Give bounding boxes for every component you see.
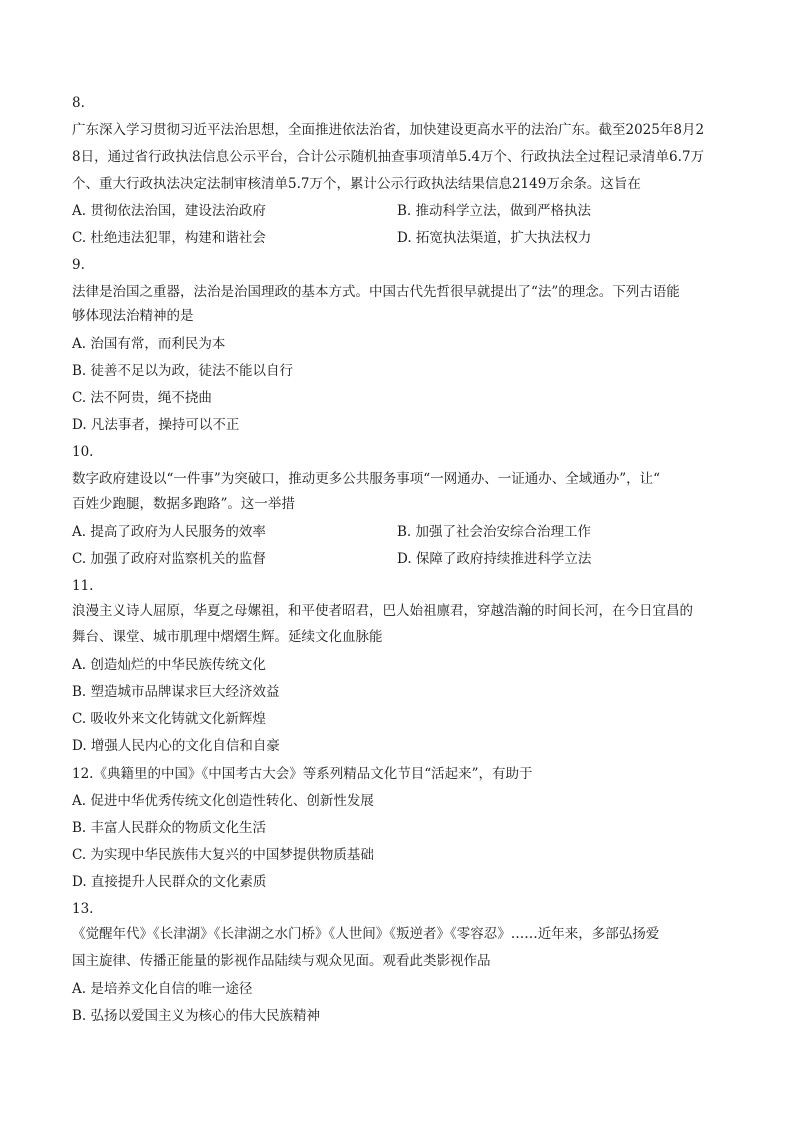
question-12-option-a: A. 促进中华优秀传统文化创造性转化、创新性发展 [72,793,374,809]
question-10-stem-line-2: 百姓少跑腿，数据多跑路”。这一举措 [72,496,295,512]
question-12-line [72,765,533,783]
question-8-option-c: C. 杜绝违法犯罪，构建和谐社会 [72,230,266,246]
question-8-option-a: A. 贯彻依法治国，建设法治政府 [72,203,266,219]
question-13-stem-line-1: 《觉醒年代》《长津湖》《长津湖之水门桥》《人世间》《叛逆者》《零容忍》……近年来，多部弘扬爱 [72,926,660,942]
question-9-option-b: B. 徒善不足以为政，徒法不能以自行 [72,363,294,379]
question-12-stem-line-1: 《典籍里的中国》《中国考古大会》等系列精品文化节目“活起来”，有助于 [93,766,533,782]
question-8-number: 8. [72,95,85,111]
question-8-stem-line-2: 8日，通过省行政执法信息公示平台，合计公示随机抽查事项清单5.4万个、行政执法全过程记录清单6.7万 [72,149,705,165]
question-12-number: 12. [72,766,94,782]
question-9-stem-line-1: 法律是治国之重器，法治是治国理政的基本方式。中国古代先哲很早就提出了“法”的理念。下列古语能 [72,284,680,300]
question-11-stem-line-1: 浪漫主义诗人屈原，华夏之母嫘祖，和平使者昭君，巴人始祖廪君，穿越浩瀚的时间长河，在今日宜昌的 [72,603,693,619]
question-8-option-d: D. 拓宽执法渠道，扩大执法权力 [397,230,592,246]
question-13-stem-line-2: 国主旋律、传播正能量的影视作品陆续与观众见面。观看此类影视作品 [72,953,491,969]
question-12-option-d: D. 直接提升人民群众的文化素质 [72,874,267,890]
question-10-option-d: D. 保障了政府持续推进科学立法 [397,551,592,567]
question-10-option-c: C. 加强了政府对监察机关的监督 [72,551,266,567]
question-11-option-b: B. 塑造城市品牌谋求巨大经济效益 [72,684,280,700]
question-11-option-d: D. 增强人民内心的文化自信和自豪 [72,738,280,754]
question-9-option-c: C. 法不阿贵，绳不挠曲 [72,390,212,406]
question-13-option-a: A. 是培养文化自信的唯一途径 [72,981,253,997]
question-8-option-b: B. 推动科学立法，做到严格执法 [397,203,592,219]
question-11-option-c: C. 吸收外来文化铸就文化新辉煌 [72,711,266,727]
question-9-stem-line-2: 够体现法治精神的是 [72,308,194,324]
question-12-option-b: B. 丰富人民群众的物质文化生活 [72,820,267,836]
question-11-number: 11. [72,578,94,594]
question-8-stem-line-1: 广东深入学习贯彻习近平法治思想，全面推进依法治省，加快建设更高水平的法治广东。截至2025年8月2 [72,122,705,138]
question-9-option-a: A. 治国有常，而利民为本 [72,336,226,352]
question-11-stem-line-2: 舞台、课堂、城市肌理中熠熠生辉。延续文化血脉能 [72,629,383,645]
question-11-option-a: A. 创造灿烂的中华民族传统文化 [72,657,266,673]
question-13-option-b: B. 弘扬以爱国主义为核心的伟大民族精神 [72,1008,321,1024]
question-10-number: 10. [72,444,94,460]
question-10-option-a: A. 提高了政府为人民服务的效率 [72,524,266,540]
question-9-number: 9. [72,257,85,273]
question-9-option-d: D. 凡法事者，操持可以不正 [72,417,240,433]
question-8-stem-line-3: 个、重大行政执法决定法制审核清单5.7万个，累计公示行政执法结果信息2149万余条。这旨在 [72,176,641,192]
question-13-number: 13. [72,901,94,917]
question-10-option-b: B. 加强了社会治安综合治理工作 [397,524,592,540]
question-12-option-c: C. 为实现中华民族伟大复兴的中国梦提供物质基础 [72,847,374,863]
question-10-stem-line-1: 数字政府建设以“一件事”为突破口，推动更多公共服务事项“一网通办、一证通办、全域通办”，让“ [72,471,661,487]
